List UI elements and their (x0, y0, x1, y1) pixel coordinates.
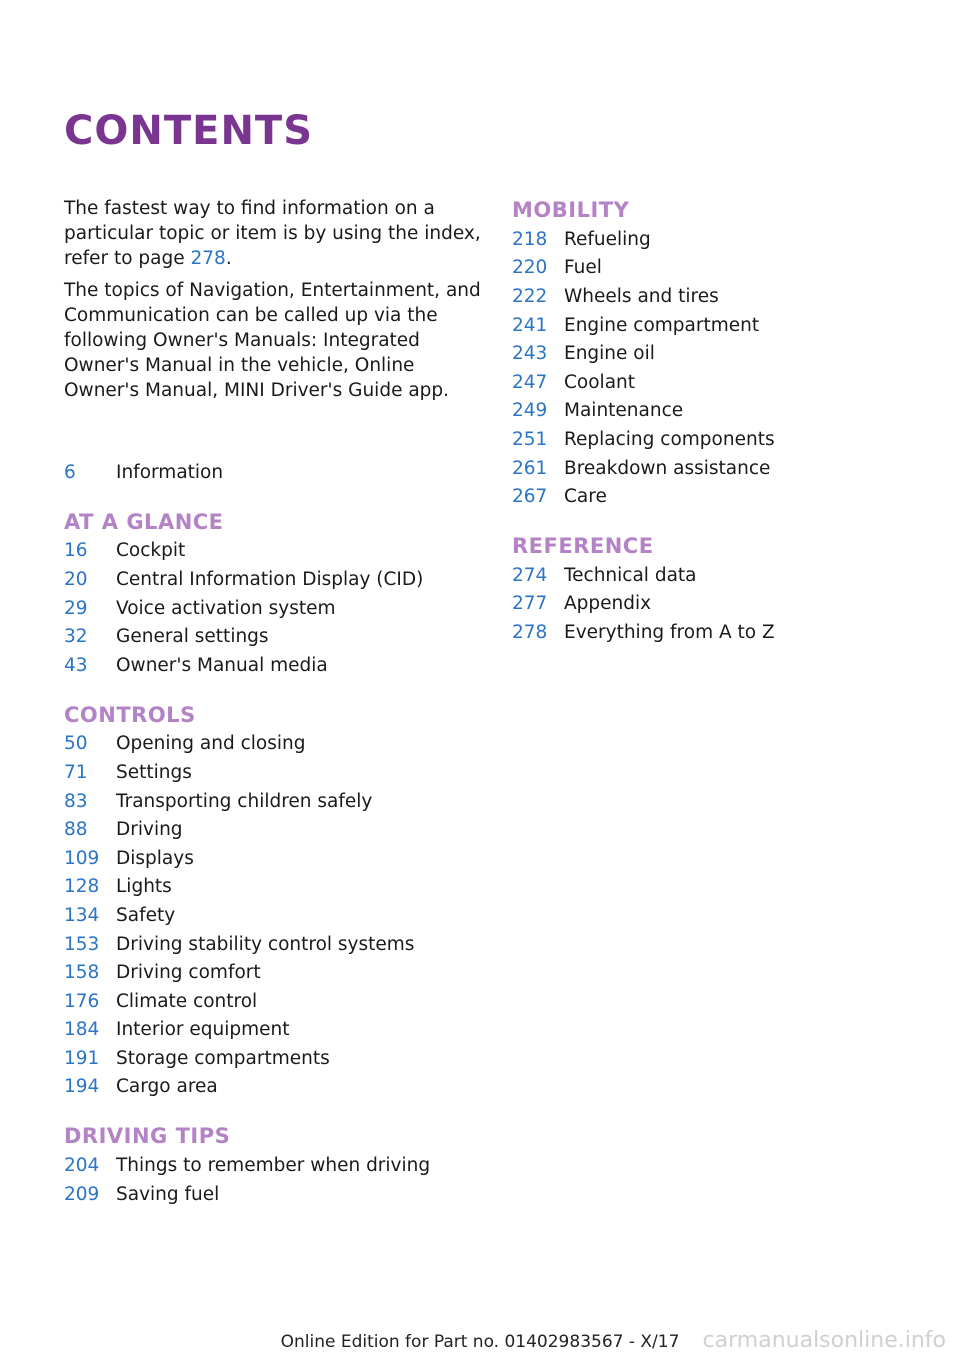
toc-page-number[interactable]: 277 (512, 593, 548, 615)
toc-page-number[interactable]: 83 (64, 790, 88, 812)
toc-page-number[interactable]: 194 (64, 1076, 100, 1098)
toc-page-number[interactable]: 29 (64, 597, 88, 619)
toc-entry-label: General settings (116, 626, 269, 648)
toc-page-number[interactable]: 71 (64, 761, 88, 783)
toc-page-number[interactable]: 274 (512, 564, 548, 586)
toc-page-number[interactable]: 191 (64, 1047, 100, 1069)
toc-entry[interactable] (512, 590, 932, 619)
toc-page-number[interactable]: 134 (64, 904, 100, 926)
page-title: CONTENTS (64, 108, 314, 154)
intro-text-after-link: . (225, 248, 232, 269)
toc-entry[interactable] (64, 758, 484, 787)
toc-entry-label: Driving stability control systems (116, 933, 415, 955)
toc-page-number[interactable]: 267 (512, 486, 548, 508)
toc-entry-label: Voice activation system (116, 597, 336, 619)
toc-page-number[interactable]: 32 (64, 626, 88, 648)
toc-page-number[interactable]: 218 (512, 228, 548, 250)
watermark-logo: carmanualsonline.info (702, 1328, 946, 1353)
toc-entry-label: Settings (116, 761, 192, 783)
toc-entry[interactable] (512, 225, 932, 254)
toc-page-number[interactable]: 184 (64, 1019, 100, 1041)
toc-entry[interactable] (64, 958, 484, 987)
toc-entry-label: Driving (116, 819, 183, 841)
toc-entry-label: Climate control (116, 990, 258, 1012)
toc-page-number[interactable]: 249 (512, 400, 548, 422)
toc-page-number[interactable]: 128 (64, 876, 100, 898)
toc-section (512, 532, 932, 647)
toc-page-number[interactable]: 243 (512, 343, 548, 365)
intro-paragraph-index (64, 196, 484, 271)
intro-text-before-link: The fastest way to find information on a particular topic or item is by using the index, refer to page (64, 198, 481, 269)
toc-page-number[interactable]: 247 (512, 371, 548, 393)
toc-entry-label: Displays (116, 847, 194, 869)
toc-page-number[interactable]: 261 (512, 457, 548, 479)
footer-edition: Online Edition for Part no. 01402983567 - X/17 (280, 1332, 680, 1352)
toc-entry-label: Coolant (564, 371, 636, 393)
toc-entry-label: Engine oil (564, 343, 655, 365)
toc-page-number[interactable]: 209 (64, 1183, 100, 1205)
toc-page-number[interactable]: 6 (64, 461, 76, 483)
toc-page-number[interactable]: 43 (64, 654, 88, 676)
toc-entry[interactable] (64, 1044, 484, 1073)
toc-entry[interactable] (64, 1151, 484, 1180)
toc-page-number[interactable]: 176 (64, 990, 100, 1012)
toc-entry-label: Cargo area (116, 1076, 218, 1098)
toc-entry-label: Opening and closing (116, 733, 306, 755)
toc-entry-label: Care (564, 486, 607, 508)
toc-entry-label: Information (116, 461, 224, 483)
toc-entry[interactable] (512, 339, 932, 368)
toc-entry[interactable] (64, 730, 484, 759)
toc-entry[interactable] (512, 618, 932, 647)
toc-entry[interactable] (64, 901, 484, 930)
toc-page-number[interactable]: 251 (512, 428, 548, 450)
toc-entry[interactable] (64, 458, 484, 487)
toc-page-number[interactable]: 204 (64, 1155, 100, 1177)
toc-page-number[interactable]: 20 (64, 568, 88, 590)
toc-entry[interactable] (512, 368, 932, 397)
toc-page-number[interactable]: 158 (64, 962, 100, 984)
section-title: DRIVING TIPS (64, 1124, 231, 1149)
toc-section (64, 508, 484, 680)
intro-paragraph-manuals: The topics of Navigation, Entertainment, and Communication can be called up via the following Owner's Manuals: Integrated Owner's Manual in the vehicle, Online Owner's Manual, MINI Driver's Guide app. (64, 280, 481, 401)
toc-entry[interactable] (512, 311, 932, 340)
toc-section (512, 196, 932, 511)
toc-entry-label: Fuel (564, 257, 602, 279)
toc-entry[interactable] (64, 565, 484, 594)
toc-entry[interactable] (64, 651, 484, 680)
toc-section (64, 1122, 484, 1208)
toc-entry[interactable] (64, 594, 484, 623)
toc-entry[interactable] (512, 254, 932, 283)
toc-entry[interactable] (64, 987, 484, 1016)
toc-entry-label: Transporting children safely (116, 790, 373, 812)
toc-entry[interactable] (64, 1016, 484, 1045)
toc-page-number[interactable]: 241 (512, 314, 548, 336)
toc-entry[interactable] (64, 622, 484, 651)
toc-page-number[interactable]: 109 (64, 847, 100, 869)
toc-entry-label: Wheels and tires (564, 285, 719, 307)
toc-page-number[interactable]: 220 (512, 257, 548, 279)
toc-entry-label: Replacing components (564, 428, 775, 450)
toc-entry[interactable] (512, 397, 932, 426)
toc-entry-label: Driving comfort (116, 962, 261, 984)
toc-entry-label: Lights (116, 876, 172, 898)
toc-entry-label: Things to remember when driving (116, 1155, 431, 1177)
toc-entry[interactable] (64, 930, 484, 959)
toc-entry-label: Everything from A to Z (564, 621, 775, 643)
toc-entry-label: Maintenance (564, 400, 684, 422)
toc-entry-label: Cockpit (116, 540, 186, 562)
toc-entry[interactable] (64, 1180, 484, 1209)
toc-entry[interactable] (512, 282, 932, 311)
toc-entry[interactable] (64, 787, 484, 816)
section-title: CONTROLS (64, 702, 196, 727)
section-title: REFERENCE (512, 533, 654, 558)
toc-page-number[interactable]: 222 (512, 285, 548, 307)
section-title: AT A GLANCE (64, 509, 224, 534)
toc-entry-label: Refueling (564, 228, 651, 250)
toc-entry-label: Central Information Display (CID) (116, 568, 424, 590)
toc-entry-label: Saving fuel (116, 1183, 220, 1205)
toc-entry-label: Interior equipment (116, 1019, 290, 1041)
toc-entry[interactable] (512, 454, 932, 483)
toc-section (64, 458, 484, 487)
toc-entry-label: Engine compartment (564, 314, 760, 336)
toc-entry[interactable] (64, 844, 484, 873)
toc-left-column (64, 458, 484, 1229)
toc-page-number[interactable]: 88 (64, 819, 88, 841)
intro-text (64, 196, 484, 410)
toc-right-column (512, 196, 932, 668)
toc-page-number[interactable]: 278 (512, 621, 548, 643)
toc-entry-label: Safety (116, 904, 176, 926)
toc-entry[interactable] (64, 537, 484, 566)
toc-page-number[interactable]: 16 (64, 540, 88, 562)
toc-entry-label: Technical data (564, 564, 697, 586)
toc-entry[interactable] (64, 815, 484, 844)
toc-entry[interactable] (512, 561, 932, 590)
index-page-link[interactable]: 278 (190, 248, 226, 269)
toc-entry[interactable] (512, 482, 932, 511)
toc-entry[interactable] (512, 425, 932, 454)
toc-entry-label: Appendix (564, 593, 652, 615)
toc-entry-label: Storage compartments (116, 1047, 330, 1069)
toc-entry[interactable] (64, 1073, 484, 1102)
toc-entry-label: Owner's Manual media (116, 654, 328, 676)
section-title: MOBILITY (512, 198, 630, 222)
toc-entry-label: Breakdown assistance (564, 457, 771, 479)
toc-entry[interactable] (64, 873, 484, 902)
toc-section (64, 701, 484, 1102)
toc-page-number[interactable]: 153 (64, 933, 100, 955)
toc-page-number[interactable]: 50 (64, 733, 88, 755)
